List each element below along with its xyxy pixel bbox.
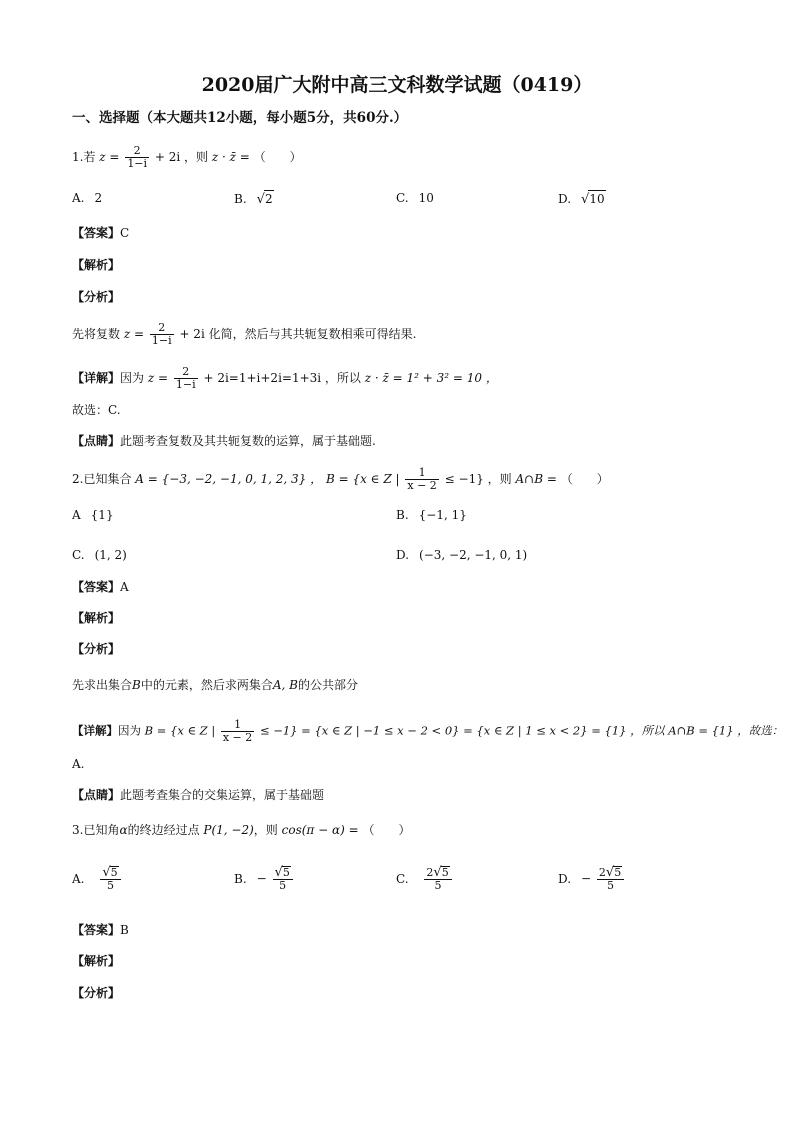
- q1-z: z =: [99, 150, 120, 164]
- q1-blank: （ ）: [253, 150, 302, 164]
- q1-answer: 【答案】C: [72, 226, 130, 240]
- question-2-stem: 2.已知集合 A = {−3, −2, −1, 0, 1, 2, 3} ， B = {x ∈ Z | $\frac{1}{x - 2}$ ≤ −1} ，则 A∩B = （ ）: [72, 466, 609, 492]
- q1-option-b: B. √2: [234, 192, 273, 207]
- q1-detail: 【详解】因为 z = $\frac{2}{1-i}$ + 2i=1+i+2i=1+3i ，所以 z · z̄ = 1² + 3² = 10 ，: [72, 365, 498, 391]
- q1-analysis: 先将复数 z = $\frac{2}{1-i}$ + 2i 化简，然后与其共轭复数相乘可得结果.: [72, 321, 417, 347]
- page-title: 2020届广大附中高三文科数学试题（0419）: [201, 74, 593, 96]
- q2-jiexi-label: 【解析】: [72, 611, 121, 625]
- q2-detail: 【详解】因为 B = {x ∈ Z | $\frac{1}{x - 2}$ ≤ −1} = {x ∈ Z | −1 ≤ x − 2 < 0} = {x ∈ Z | 1 ≤ x < 2} = {1} ，所以 A∩B = {1} ，故选：: [72, 718, 784, 744]
- q2-option-b: B. {−1, 1}: [396, 508, 467, 522]
- q1-fenxi-label: 【分析】: [72, 290, 121, 304]
- q1-mid: + 2i ，则: [154, 150, 209, 164]
- q1-jiexi-label: 【解析】: [72, 258, 121, 272]
- section-heading: 一、选择题（本大题共12小题，每小题5分，共60分.）: [72, 110, 408, 126]
- q2-fenxi-label: 【分析】: [72, 642, 121, 656]
- q3-option-b: B. − $\frac{√5}{5}$: [234, 866, 295, 892]
- q3-jiexi-label: 【解析】: [72, 954, 121, 968]
- q1-conclusion: 故选：C.: [72, 403, 121, 417]
- q2-option-a: A {1}: [72, 508, 114, 522]
- q1-option-d: D. √10: [558, 192, 605, 207]
- question-1-stem: [72, 145, 302, 170]
- q2-analysis: 先求出集合B中的元素，然后求两集合A, B的公共部分: [72, 678, 358, 692]
- question-3-stem: 3.已知角α的终边经过点 P(1, −2)，则 cos(π − α) = （ ）: [72, 823, 411, 837]
- q3-option-a: A. $\frac{√5}{5}$: [72, 866, 123, 892]
- q2-answer: 【答案】A: [72, 580, 129, 594]
- q3-option-d: D. − $\frac{2√5}{5}$: [558, 866, 626, 892]
- q3-fenxi-label: 【分析】: [72, 986, 121, 1000]
- q1-option-c: C. 10: [396, 191, 434, 205]
- q2-option-d: D. (−3, −2, −1, 0, 1): [396, 548, 528, 562]
- q1-option-a: A. 2: [72, 191, 103, 205]
- q2-detail-tail: A.: [72, 757, 85, 771]
- q1-dianjing: 【点睛】此题考查复数及其共轭复数的运算，属于基础题.: [72, 434, 376, 448]
- q3-option-c: C. $\frac{2√5}{5}$: [396, 866, 454, 892]
- q2-option-c: C. (1, 2): [72, 548, 127, 562]
- q2-dianjing: 【点睛】此题考查集合的交集运算，属于基础题: [72, 788, 325, 802]
- q1-fraction: $\frac{2}{1-i}$: [127, 144, 148, 170]
- q1-zz: z · z̄ =: [211, 150, 250, 164]
- q3-answer: 【答案】B: [72, 923, 129, 937]
- q1-prefix: 1.若: [72, 150, 96, 164]
